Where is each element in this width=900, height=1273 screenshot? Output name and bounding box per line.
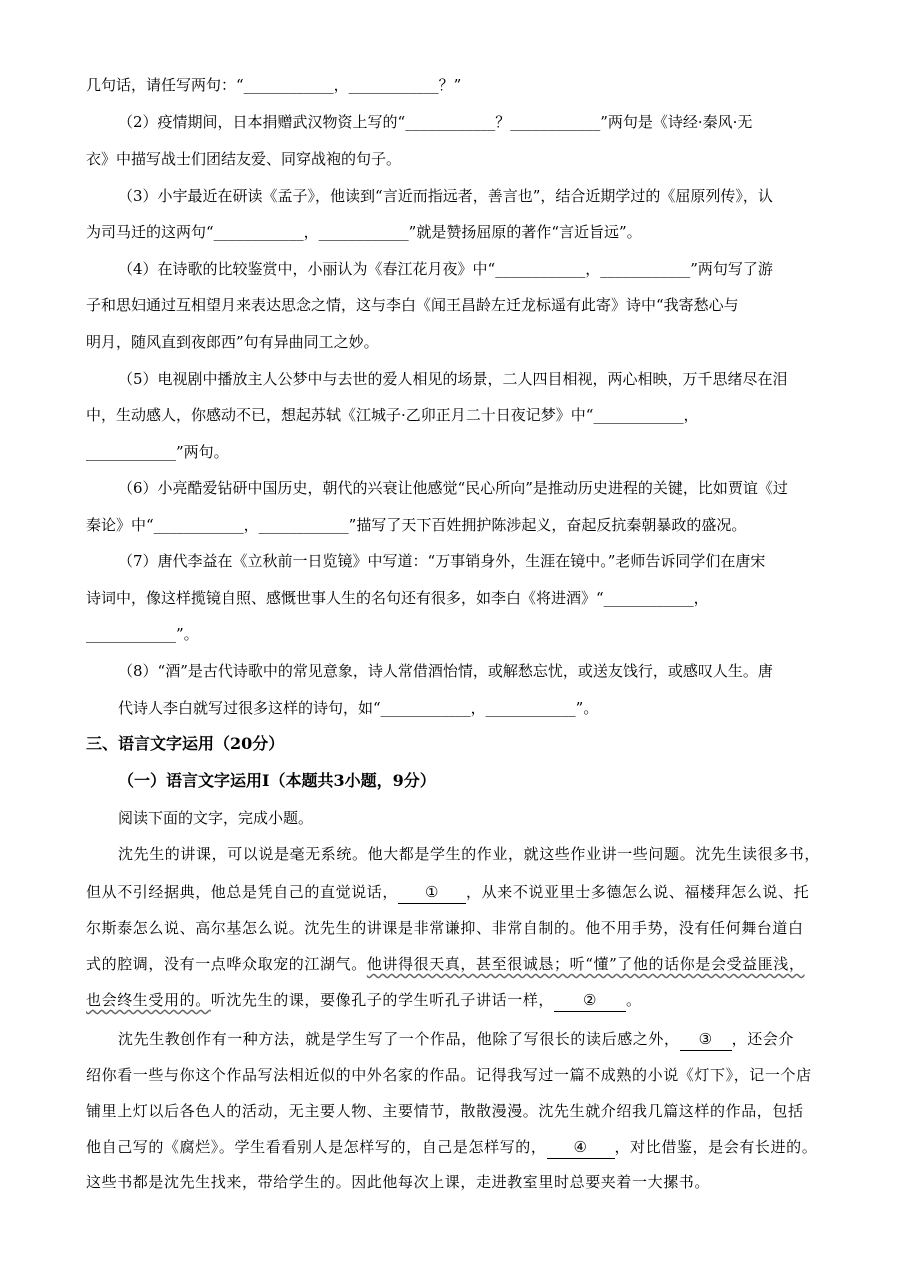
passage-line: [86, 1136, 817, 1159]
blank-4[interactable]: ④: [547, 1136, 615, 1159]
blank-2[interactable]: ②: [554, 989, 626, 1012]
question-2: （2）疫情期间，日本捐赠武汉物资上写的“____________？____________”两句是《诗经·秦风·无: [118, 113, 753, 131]
question-2-cont: 衣》中描写战士们团结友爱、同穿战袍的句子。: [86, 150, 402, 168]
question-3: （3）小宇最近在研读《孟子》，他读到“言近而指远者，善言也”，结合近期学过的《屈原列传》，认: [118, 187, 773, 205]
passage-text: ，还会介: [731, 1030, 795, 1048]
question-7-cont2: ____________”。: [86, 625, 199, 643]
passage-text: 他自己写的《腐烂》。学生看看别人是怎样写的，自己是怎样写的，: [86, 1138, 547, 1156]
question-1-tail: 几句话，请任写两句：“____________，____________？”: [86, 76, 462, 94]
wavy-underlined-sentence: 他讲得很天真，甚至很诚恳；听“懂”了他的话你是会受益匪浅，: [366, 955, 805, 973]
passage-text: 沈先生教创作有一种方法，就是学生写了一个作品，他除了写很长的读后感之外，: [118, 1030, 680, 1048]
passage-text: ，从来不说亚里士多德怎么说、福楼拜怎么说、托: [466, 883, 810, 901]
passage-text: 但从不引经据典，他总是凭自己的直觉说话，: [86, 883, 399, 901]
question-4: （4）在诗歌的比较鉴赏中，小丽认为《春江花月夜》中“____________，____________”两句写了游: [118, 260, 773, 278]
question-8-cont: 代诗人李白就写过很多这样的诗句，如“____________，____________”。: [118, 699, 599, 717]
passage-text: 。: [626, 991, 642, 1009]
section-subtitle: （一）语言文字运用Ⅰ（本题共3小题，9分）: [118, 771, 436, 790]
passage-line: [86, 881, 809, 904]
question-3-cont: 为司马迁的这两句“____________，____________”就是赞扬屈原的著作“言近旨远”。: [86, 223, 642, 241]
section-title: 三、语言文字运用（20分）: [86, 734, 285, 753]
blank-3[interactable]: ③: [680, 1028, 732, 1051]
passage-line: [118, 1028, 794, 1051]
passage-line: 尔斯泰怎么说、高尔基怎么说。沈先生的讲课是非常谦抑、非常自制的。他不用手势，没有任何舞台道白: [86, 919, 804, 937]
passage-line: 这些书都是沈先生找来，带给学生的。因此他每次上课，走进教室里时总要夹着一大摞书。: [86, 1173, 711, 1191]
blank-1[interactable]: ①: [398, 881, 466, 904]
passage-line: [86, 953, 805, 975]
passage-text: ，对比借鉴，是会有长进的。: [614, 1138, 818, 1156]
question-8: （8）“酒”是古代诗歌中的常见意象，诗人常借酒怡情，或解愁忘忧，或送友饯行，或感叹人生。唐: [118, 662, 773, 680]
passage-line: 铺里上灯以后各色人的活动，无主要人物、主要情节，散散漫漫。沈先生就介绍我几篇这样的作品，包括: [86, 1102, 804, 1120]
question-5-cont: 中，生动感人，你感动不已，想起苏轼《江城子·乙卯正月二十日夜记梦》中“____________，: [86, 406, 699, 424]
question-5: （5）电视剧中播放主人公梦中与去世的爱人相见的场景，二人四目相视，两心相映，万千思绪尽在泪: [118, 370, 788, 388]
instruction-text: 阅读下面的文字，完成小题。: [118, 809, 314, 827]
question-7-cont: 诗词中，像这样揽镜自照、感慨世事人生的名句还有很多，如李白《将进酒》“____________，: [86, 589, 709, 607]
passage-text: 听沈先生的课，要像孔子的学生听孔子讲话一样，: [210, 991, 555, 1009]
question-6: （6）小亮酷爱钻研中国历史，朝代的兴衰让他感觉“民心所向”是推动历史进程的关键，比如贾谊《过: [118, 479, 788, 497]
wavy-underlined-sentence-end: 也会终生受用的。: [86, 991, 211, 1009]
passage-text: 式的腔调，没有一点哗众取宠的江湖气。: [86, 955, 367, 973]
question-5-cont2: ____________”两句。: [86, 443, 229, 461]
passage-line: 沈先生的讲课，可以说是毫无系统。他大都是学生的作业，就这些作业讲一些问题。沈先生读很多书，: [118, 845, 821, 863]
passage-line: [86, 989, 642, 1012]
question-4-cont2: 明月，随风直到夜郎西”句有异曲同工之妙。: [86, 333, 379, 351]
passage-line: 绍你看一些与你这个作品写法相近似的中外名家的作品。记得我写过一篇不成熟的小说《灯下》，记一个店: [86, 1066, 812, 1084]
question-6-cont: 秦论》中“____________，____________”描写了天下百姓拥护陈涉起义，奋起反抗秦朝暴政的盛况。: [86, 516, 747, 534]
question-7: （7）唐代李益在《立秋前一日览镜》中写道：“万事销身外，生涯在镜中。”老师告诉同学们在唐宋: [118, 552, 766, 570]
question-4-cont: 子和思妇通过互相望月来表达思念之情，这与李白《闻王昌龄左迁龙标遥有此寄》诗中“我寄愁心与: [86, 296, 739, 314]
